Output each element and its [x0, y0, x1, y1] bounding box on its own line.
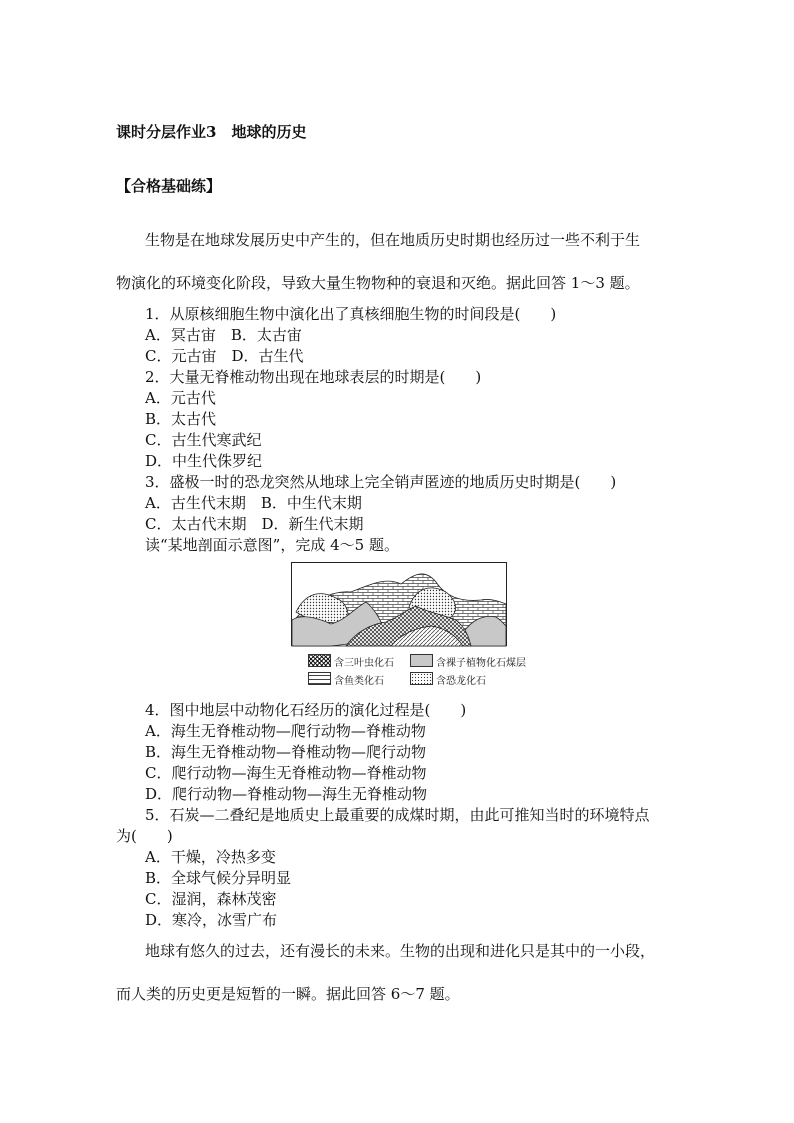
question-4-option: A．海生无脊椎动物—爬行动物—脊椎动物	[145, 722, 426, 740]
question-3-option-row: A．古生代末期 B．中生代末期	[145, 494, 362, 512]
legend-label: 含恐龙化石	[436, 676, 486, 687]
question-4-option: B．海生无脊椎动物—脊椎动物—爬行动物	[145, 743, 427, 761]
question-5-option: A．干燥，冷热多变	[145, 848, 276, 866]
question-2-option: B．太古代	[145, 410, 217, 428]
question-4-option: C．爬行动物—海生无脊椎动物—脊椎动物	[145, 764, 427, 782]
intro2-line-2: 而人类的历史更是短暂的一瞬。据此回答 6～7 题。	[116, 985, 460, 1003]
cross-section-figure	[291, 562, 526, 694]
question-1-option-row: A．冥古宙 B．太古宙	[145, 326, 302, 344]
question-4-option: D．爬行动物—脊椎动物—海生无脊椎动物	[145, 785, 428, 803]
question-3-stem: 3．盛极一时的恐龙突然从地球上完全销声匿迹的地质历史时期是( )	[145, 473, 617, 491]
question-5-stem: 5．石炭—二叠纪是地质史上最重要的成煤时期，由此可推知当时的环境特点	[145, 806, 650, 824]
question-2-option: A．元古代	[145, 389, 216, 407]
legend-label: 含鱼类化石	[334, 676, 384, 687]
legend-swatch-dinosaur	[410, 672, 433, 685]
legend-label: 含三叶虫化石	[334, 658, 394, 669]
section-heading: 【合格基础练】	[116, 177, 222, 195]
question-2-option: C．古生代寒武纪	[145, 431, 262, 449]
intro2-line-1: 地球有悠久的过去，还有漫长的未来。生物的出现和进化只是其中的一小段，	[145, 942, 656, 960]
read-prompt: 读“某地剖面示意图”，完成 4～5 题。	[145, 536, 399, 554]
page-title: 课时分层作业3 地球的历史	[116, 123, 307, 141]
question-3-option-row: C．太古代末期 D．新生代末期	[145, 515, 364, 533]
legend-label: 含裸子植物化石煤层	[436, 658, 526, 669]
question-5-option: C．湿润，森林茂密	[145, 890, 277, 908]
question-5-option: D．寒冷，冰雪广布	[145, 911, 278, 929]
legend-swatch-coal	[410, 654, 433, 667]
question-4-stem: 4．图中地层中动物化石经历的演化过程是( )	[145, 701, 467, 719]
question-1-stem: 1．从原核细胞生物中演化出了真核细胞生物的时间段是( )	[145, 305, 557, 323]
legend-swatch-fish	[308, 672, 331, 685]
intro-line-1: 生物是在地球发展历史中产生的，但在地质历史时期也经历过一些不利于生	[145, 231, 641, 249]
question-2-option: D．中生代侏罗纪	[145, 452, 263, 470]
question-2-stem: 2．大量无脊椎动物出现在地球表层的时期是( )	[145, 368, 482, 386]
question-1-option-row: C．元古宙 D．古生代	[145, 347, 304, 365]
question-5-option: B．全球气候分异明显	[145, 869, 292, 887]
question-5-stem-cont: 为( )	[116, 827, 173, 845]
legend-swatch-trilobite	[308, 654, 331, 667]
intro-line-2: 物演化的环境变化阶段，导致大量生物物种的衰退和灭绝。据此回答 1～3 题。	[116, 274, 640, 292]
